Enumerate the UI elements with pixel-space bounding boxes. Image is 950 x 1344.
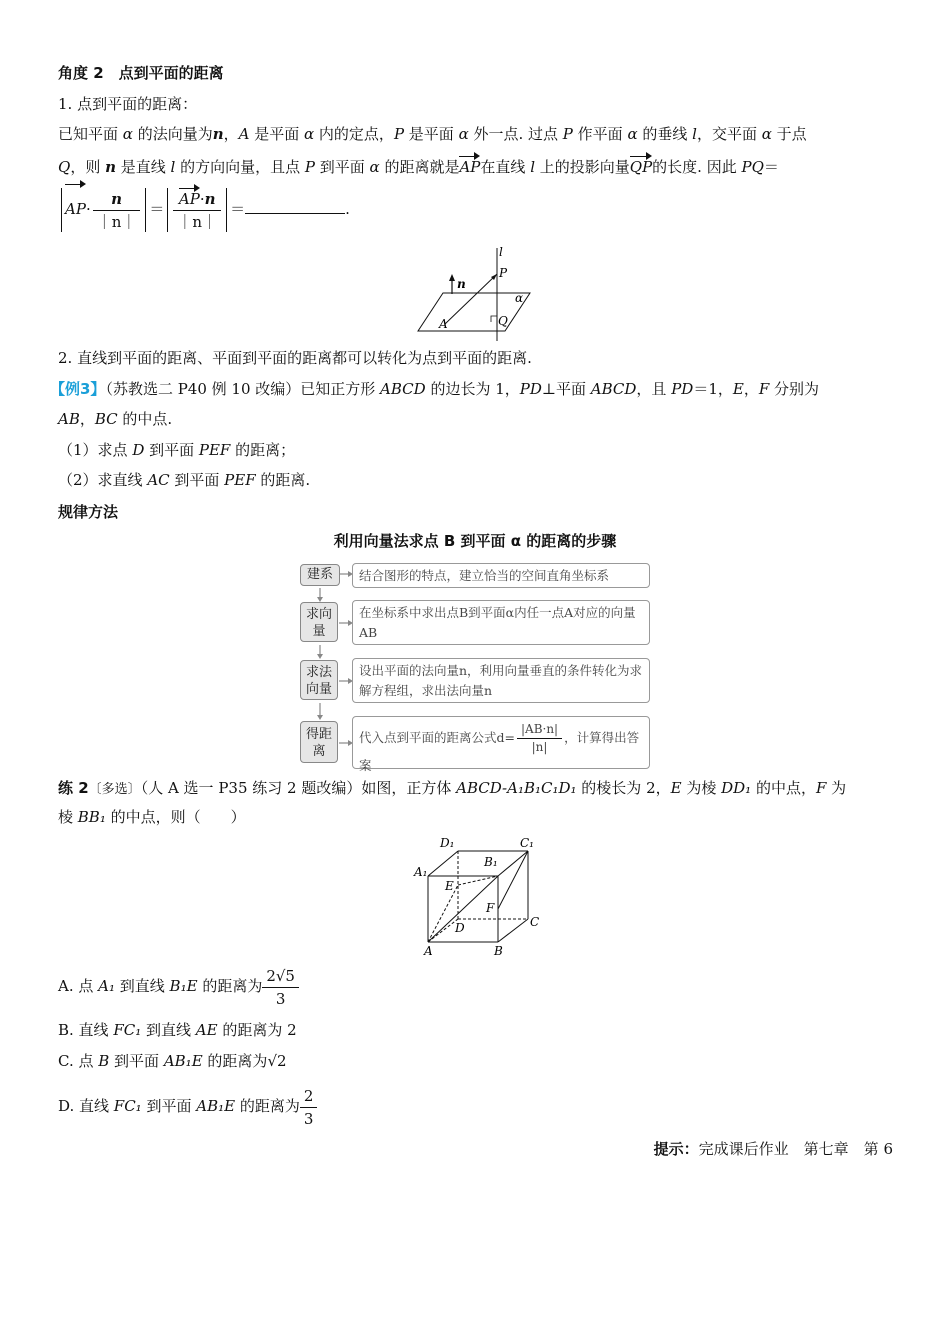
item1-line1: 已知平面 α 的法向量为n，A 是平面 α 内的定点，P 是平面 α 外一点. 过点 P 作平面 α 的垂线 l，交平面 α 于点 xyxy=(58,125,807,143)
cube-label-b: B xyxy=(494,944,503,958)
cube-label-d1: D₁ xyxy=(440,836,455,850)
option-c[interactable]: C. 点 B 到平面 AB₁E 的距离为√2 xyxy=(58,1052,287,1070)
option-a[interactable]: A. 点 A₁ 到直线 B₁E 的距离为 $\frac{2√5}{3}$ xyxy=(58,962,301,1010)
example3-q2: （2）求直线 AC 到平面 PEF 的距离. xyxy=(58,471,311,489)
item1-heading: 1. 点到平面的距离： xyxy=(58,95,198,113)
cube-label-d: D xyxy=(455,921,465,935)
item2-text: 2. 直线到平面的距离、平面到平面的距离都可以转化为点到平面的距离. xyxy=(58,349,532,367)
fig1-label-a: A xyxy=(439,317,448,331)
example3-line2: AB，BC 的中点. xyxy=(58,410,173,428)
practice2-line1: 练 2〔多选〕（人 A 选一 P35 练习 2 题改编）如图，正方体 ABCD-A₁B₁C₁D₁ 的棱长为 2，E 为棱 DD₁ 的中点，F 为 xyxy=(58,779,847,797)
fig1-label-n: n xyxy=(457,277,466,291)
footer-hint: 提示：完成课后作业 第七章 第 6 xyxy=(653,1140,893,1158)
cube-figure xyxy=(410,834,550,964)
flow-title: 利用向量法求点 B 到平面 α 的距离的步骤 xyxy=(333,532,617,550)
cube-label-b1: B₁ xyxy=(484,855,498,869)
distance-formula: AP· $\frac{n}{|n|}$ ＝ $\frac{AP\cdot n}{|n|}$ ＝ . xyxy=(58,184,350,234)
cube-label-e: E xyxy=(445,879,454,893)
step-label-3: 求法向量 xyxy=(300,660,338,700)
method-heading: 规律方法 xyxy=(58,503,119,521)
option-d[interactable]: D. 直线 FC₁ 到平面 AB₁E 的距离为 $\frac{2}{3}$ xyxy=(58,1082,319,1130)
fig1-label-alpha: α xyxy=(515,291,524,305)
answer-blank[interactable] xyxy=(245,197,345,214)
cube-label-a1: A₁ xyxy=(414,865,428,879)
fig1-label-q: Q xyxy=(498,314,508,328)
step-label-1: 建系 xyxy=(300,564,340,586)
step-text-1: 结合图形的特点，建立恰当的空间直角坐标系 xyxy=(352,563,650,588)
fig1-label-p: P xyxy=(499,266,508,280)
step-label-4: 得距离 xyxy=(300,721,338,763)
option-b[interactable]: B. 直线 FC₁ 到直线 AE 的距离为 2 xyxy=(58,1021,297,1039)
cube-label-a: A xyxy=(424,944,433,958)
step-text-4: 代入点到平面的距离公式d= $\frac{|AB\cdot n|}{|n|}$ ，计算得出答案 xyxy=(352,716,650,769)
cube-label-c1: C₁ xyxy=(520,836,534,850)
step-text-3: 设出平面的法向量n，利用向量垂直的条件转化为求解方程组，求出法向量n xyxy=(352,658,650,703)
practice2-line2: 棱 BB₁ 的中点，则（ ） xyxy=(58,808,246,826)
example3-line1: 【例3】（苏教选二 P40 例 10 改编）已知正方形 ABCD 的边长为 1，PD⊥平面 ABCD，且 PD＝1，E，F 分别为 xyxy=(50,380,820,398)
plane-figure xyxy=(415,244,535,344)
section-title: 角度 2 点到平面的距离 xyxy=(58,64,224,82)
vector-ap: AP xyxy=(459,158,481,176)
example3-q1: （1）求点 D 到平面 PEF 的距离； xyxy=(58,441,296,459)
step-text-2: 在坐标系中求出点B到平面α内任一点A对应的向量AB xyxy=(352,600,650,645)
item1-line2: Q，则 n 是直线 l 的方向向量，且点 P 到平面 α 的距离就是AP在直线 l 上的投影向量QP的长度. 因此 PQ＝ xyxy=(58,158,779,176)
fig1-label-l: l xyxy=(499,245,503,259)
step-label-2: 求向量 xyxy=(300,602,338,642)
cube-label-f: F xyxy=(486,901,495,915)
vector-qp: QP xyxy=(629,158,653,176)
cube-label-c: C xyxy=(530,915,540,929)
